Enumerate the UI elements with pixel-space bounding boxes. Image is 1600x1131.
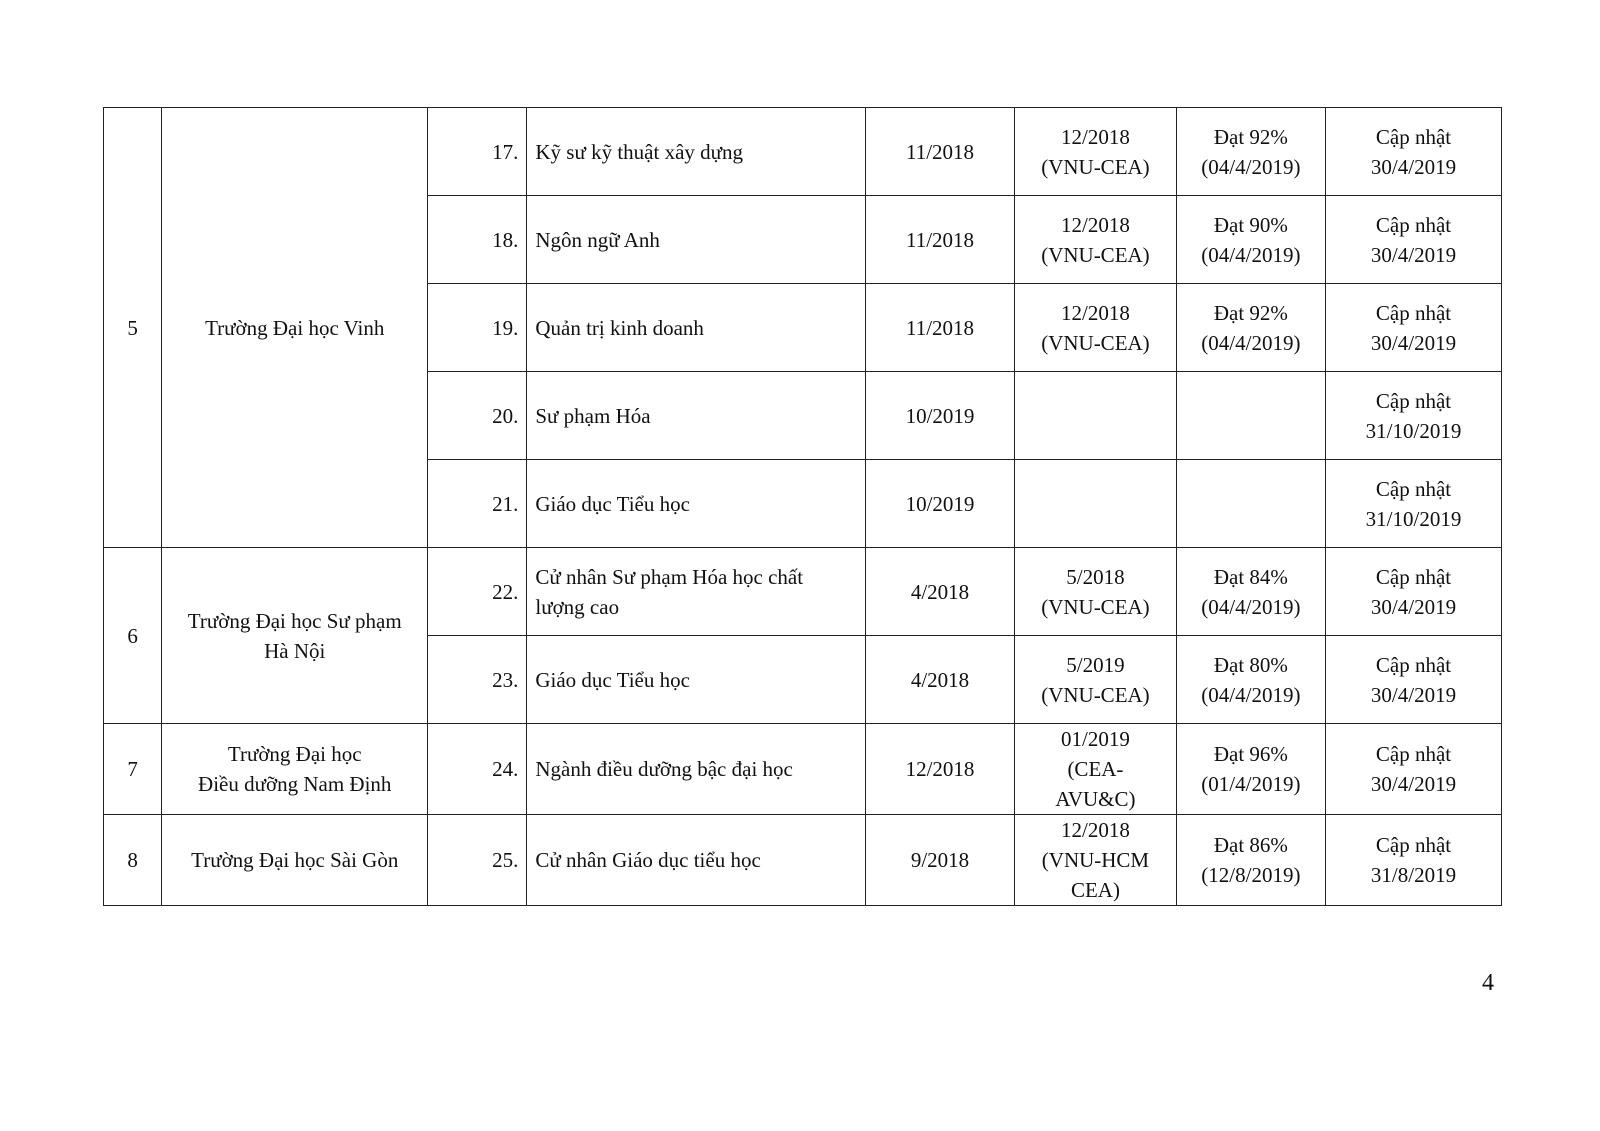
accreditation-result-cell-line: (04/4/2019): [1201, 330, 1301, 355]
program-name-cell: [527, 548, 866, 636]
evaluation-completed-cell: [1015, 548, 1177, 636]
row-index-cell: 17.: [428, 108, 527, 196]
row-index-cell: 19.: [428, 284, 527, 372]
program-name-cell: [527, 724, 866, 815]
evaluation-start-cell: 10/2019: [865, 372, 1014, 460]
program-name-cell: [527, 284, 866, 372]
program-name-cell-line: Quản trị kinh doanh: [535, 315, 704, 340]
accreditation-result-cell: [1176, 636, 1325, 724]
update-date-cell-line: Cập nhật: [1375, 652, 1452, 677]
evaluation-start-cell: 10/2019: [865, 460, 1014, 548]
evaluation-completed-cell-line: 12/2018: [1061, 818, 1130, 842]
group-number-cell: 5: [104, 108, 162, 548]
evaluation-start-cell: 4/2018: [865, 636, 1014, 724]
school-name-cell: [162, 548, 428, 724]
update-date-cell-line: 31/10/2019: [1365, 418, 1462, 443]
row-index-cell: 20.: [428, 372, 527, 460]
accreditation-table: [103, 107, 1502, 906]
evaluation-completed-cell: [1015, 196, 1177, 284]
accreditation-result-cell-line: (04/4/2019): [1201, 594, 1301, 619]
school-name-cell-line: Trường Đại học: [227, 742, 362, 766]
update-date-cell: [1326, 196, 1502, 284]
evaluation-completed-cell-line: 01/2019: [1061, 727, 1130, 751]
evaluation-completed-cell-line: 5/2018: [1066, 564, 1125, 589]
accreditation-result-cell: [1176, 724, 1325, 815]
school-name-cell-line: Hà Nội: [264, 638, 326, 663]
accreditation-result-cell: [1176, 196, 1325, 284]
accreditation-result-cell-line: Đạt 84%: [1213, 564, 1288, 589]
evaluation-completed-cell: [1015, 636, 1177, 724]
update-date-cell-line: 30/4/2019: [1370, 594, 1457, 619]
table-row: [104, 815, 1502, 906]
program-name-cell: [527, 636, 866, 724]
program-name-cell: [527, 372, 866, 460]
update-date-cell: [1326, 284, 1502, 372]
update-date-cell-line: Cập nhật: [1375, 476, 1452, 501]
evaluation-completed-cell: [1015, 108, 1177, 196]
evaluation-completed-cell-line: (VNU-CEA): [1041, 682, 1150, 707]
school-name-cell: [162, 724, 428, 815]
accreditation-result-cell: [1176, 372, 1325, 460]
row-index-cell: 23.: [428, 636, 527, 724]
accreditation-result-cell-line: Đạt 96%: [1213, 742, 1288, 766]
update-date-cell: [1326, 108, 1502, 196]
evaluation-completed-cell-line: 12/2018: [1061, 300, 1130, 325]
evaluation-completed-cell-line: (CEA-: [1067, 757, 1124, 781]
accreditation-result-cell-line: (04/4/2019): [1201, 154, 1301, 179]
program-name-cell: [527, 196, 866, 284]
program-name-cell: [527, 460, 866, 548]
update-date-cell: [1326, 548, 1502, 636]
update-date-cell-line: Cập nhật: [1375, 388, 1452, 413]
table-row: [104, 724, 1502, 815]
evaluation-start-cell: 11/2018: [865, 284, 1014, 372]
page-number: 4: [1482, 970, 1494, 996]
update-date-cell-line: 30/4/2019: [1370, 682, 1457, 707]
accreditation-result-cell-line: (01/4/2019): [1201, 772, 1301, 796]
evaluation-completed-cell-line: (VNU-CEA): [1041, 330, 1150, 355]
evaluation-start-cell: 11/2018: [865, 196, 1014, 284]
update-date-cell-line: 30/4/2019: [1370, 154, 1457, 179]
accreditation-result-cell: [1176, 284, 1325, 372]
school-name-cell: [162, 815, 428, 906]
program-name-cell-line: Kỹ sư kỹ thuật xây dựng: [535, 139, 744, 164]
program-name-cell-line: Giáo dục Tiểu học: [535, 667, 690, 692]
update-date-cell: [1326, 636, 1502, 724]
program-name-cell-line: Cử nhân Sư phạm Hóa học chất: [535, 564, 804, 589]
evaluation-completed-cell-line: (VNU-CEA): [1041, 154, 1150, 179]
row-index-cell: 21.: [428, 460, 527, 548]
evaluation-completed-cell-line: 12/2018: [1061, 124, 1130, 149]
program-name-cell-line: Sư phạm Hóa: [535, 403, 651, 428]
evaluation-completed-cell: [1015, 372, 1177, 460]
evaluation-completed-cell-line: 12/2018: [1061, 212, 1130, 237]
evaluation-start-cell: 4/2018: [865, 548, 1014, 636]
table-body: [104, 108, 1502, 906]
update-date-cell: [1326, 724, 1502, 815]
update-date-cell-line: 31/8/2019: [1370, 863, 1457, 887]
evaluation-completed-cell: [1015, 460, 1177, 548]
accreditation-result-cell-line: (04/4/2019): [1201, 242, 1301, 267]
evaluation-start-cell: 12/2018: [865, 724, 1014, 815]
school-name-cell: [162, 108, 428, 548]
update-date-cell-line: Cập nhật: [1375, 833, 1452, 857]
program-name-cell-line: Ngôn ngữ Anh: [535, 227, 660, 252]
accreditation-result-cell-line: Đạt 92%: [1213, 124, 1288, 149]
program-name-cell-line: lượng cao: [535, 594, 620, 619]
evaluation-completed-cell: [1015, 724, 1177, 815]
row-index-cell: 18.: [428, 196, 527, 284]
program-name-cell-line: Giáo dục Tiểu học: [535, 491, 690, 516]
school-name-cell-line: Điều dưỡng Nam Định: [198, 772, 392, 796]
update-date-cell-line: Cập nhật: [1375, 564, 1452, 589]
evaluation-completed-cell: [1015, 815, 1177, 906]
accreditation-result-cell-line: Đạt 90%: [1213, 212, 1288, 237]
accreditation-result-cell-line: (12/8/2019): [1201, 863, 1301, 887]
group-number-cell: 7: [104, 724, 162, 815]
accreditation-result-cell: [1176, 108, 1325, 196]
evaluation-completed-cell: [1015, 284, 1177, 372]
accreditation-result-cell-line: (04/4/2019): [1201, 682, 1301, 707]
update-date-cell: [1326, 815, 1502, 906]
accreditation-result-cell: [1176, 460, 1325, 548]
update-date-cell-line: 30/4/2019: [1370, 330, 1457, 355]
evaluation-completed-cell-line: (VNU-HCM: [1041, 848, 1150, 872]
update-date-cell-line: 30/4/2019: [1370, 242, 1457, 267]
school-name-cell-line: Trường Đại học Sư phạm: [187, 608, 402, 633]
update-date-cell-line: Cập nhật: [1375, 124, 1452, 149]
accreditation-result-cell: [1176, 815, 1325, 906]
program-name-cell-line: Ngành điều dưỡng bậc đại học: [535, 757, 793, 781]
evaluation-completed-cell-line: (VNU-CEA): [1041, 242, 1150, 267]
update-date-cell: [1326, 460, 1502, 548]
accreditation-result-cell-line: Đạt 86%: [1213, 833, 1288, 857]
group-number-cell: 6: [104, 548, 162, 724]
row-index-cell: 22.: [428, 548, 527, 636]
update-date-cell: [1326, 372, 1502, 460]
row-index-cell: 25.: [428, 815, 527, 906]
row-index-cell: 24.: [428, 724, 527, 815]
accreditation-result-cell: [1176, 548, 1325, 636]
program-name-cell: [527, 108, 866, 196]
update-date-cell-line: Cập nhật: [1375, 300, 1452, 325]
school-name-cell-line: Trường Đại học Sài Gòn: [191, 848, 399, 872]
evaluation-completed-cell-line: 5/2019: [1066, 652, 1125, 677]
evaluation-completed-cell-line: AVU&C): [1055, 787, 1136, 811]
update-date-cell-line: Cập nhật: [1375, 212, 1452, 237]
evaluation-start-cell: 9/2018: [865, 815, 1014, 906]
school-name-cell-line: Trường Đại học Vinh: [205, 315, 385, 340]
evaluation-completed-cell-line: CEA): [1070, 878, 1120, 902]
accreditation-result-cell-line: Đạt 80%: [1213, 652, 1288, 677]
evaluation-completed-cell-line: (VNU-CEA): [1041, 594, 1150, 619]
table-row: [104, 108, 1502, 196]
update-date-cell-line: Cập nhật: [1375, 742, 1452, 766]
table-row: [104, 548, 1502, 636]
group-number-cell: 8: [104, 815, 162, 906]
update-date-cell-line: 30/4/2019: [1370, 772, 1457, 796]
evaluation-start-cell: 11/2018: [865, 108, 1014, 196]
program-name-cell-line: Cử nhân Giáo dục tiểu học: [535, 848, 761, 872]
program-name-cell: [527, 815, 866, 906]
update-date-cell-line: 31/10/2019: [1365, 506, 1462, 531]
accreditation-result-cell-line: Đạt 92%: [1213, 300, 1288, 325]
